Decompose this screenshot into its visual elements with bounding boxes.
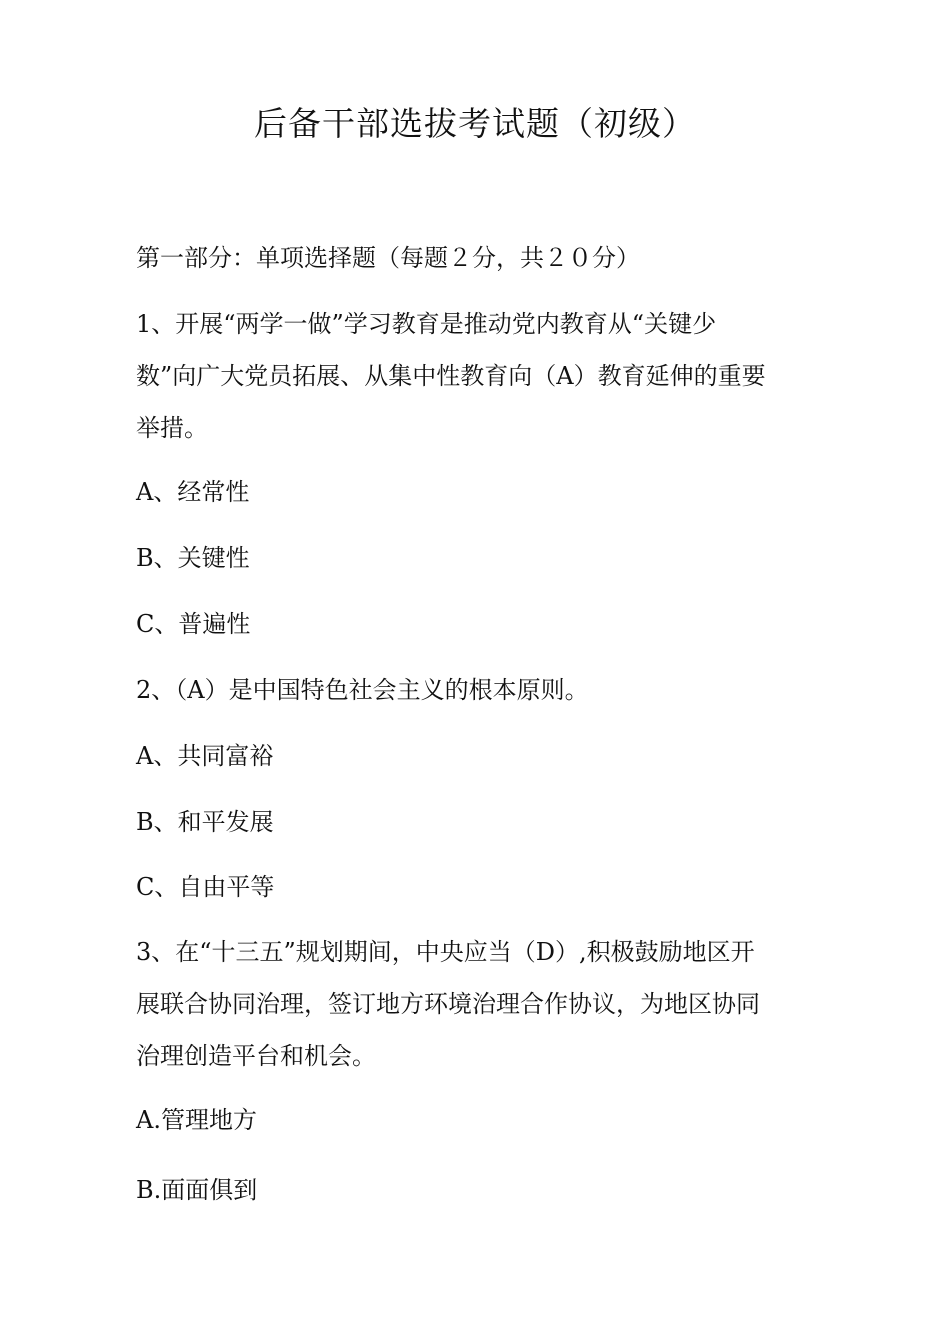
question-2-option-c: C、自由平等 — [136, 873, 275, 901]
question-1-option-c: C、普遍性 — [136, 610, 251, 638]
question-3-option-a: A.管理地方 — [136, 1106, 257, 1134]
question-1-line-3: 举措。 — [136, 414, 208, 442]
question-3-line-3: 治理创造平台和机会。 — [136, 1042, 376, 1070]
question-1-line-1: 1、开展“两学一做”学习教育是推动党内教育从“关键少 — [136, 310, 717, 338]
question-2-text: 2、（A）是中国特色社会主义的根本原则。 — [136, 676, 589, 704]
question-1-option-a: A、经常性 — [136, 478, 250, 506]
document-title: 后备干部选拔考试题（初级） — [254, 104, 696, 143]
question-1-option-b: B、关键性 — [136, 544, 250, 572]
question-3-option-b: B.面面俱到 — [136, 1176, 258, 1204]
question-3-line-2: 展联合协同治理，签订地方环境治理合作协议，为地区协同 — [136, 990, 760, 1018]
question-2-option-b: B、和平发展 — [136, 808, 274, 836]
question-1-line-2: 数”向广大党员拓展、从集中性教育向（A）教育延伸的重要 — [136, 362, 766, 390]
section-heading: 第一部分：单项选择题（每题２分，共２０分） — [136, 244, 640, 272]
question-2-option-a: A、共同富裕 — [136, 742, 274, 770]
question-3-line-1: 3、在“十三五”规划期间，中央应当（D）,积极鼓励地区开 — [136, 938, 755, 966]
